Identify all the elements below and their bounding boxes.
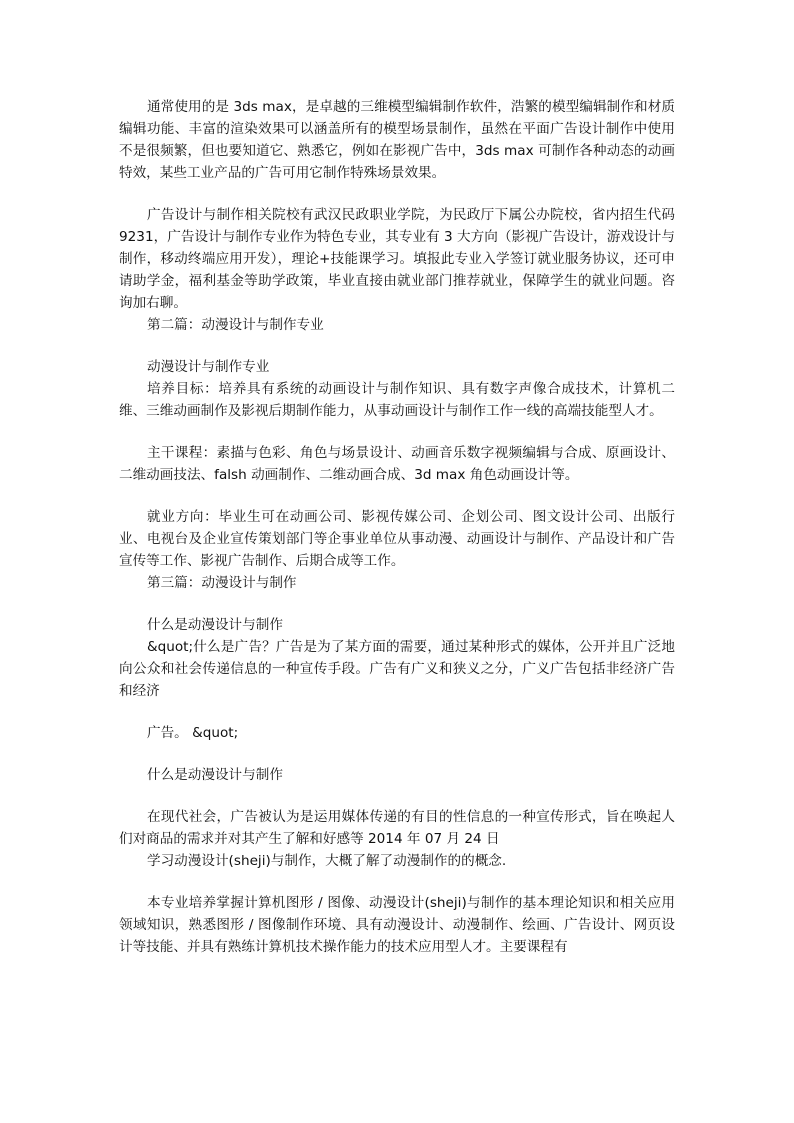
document-body (119, 96, 675, 958)
section-heading-3: 第三篇：动漫设计与制作 (147, 575, 297, 591)
paragraph-advert-definition: &quot;什么是广告？广告是为了某方面的需要，通过某种形式的媒体，公开并且广泛地向公众和社会传递信息的一种宣传手段。广告有广义和狭义之分，广义广告包括非经济广告和经济 (119, 639, 675, 699)
section-title-animation-major: 动漫设计与制作专业 (147, 359, 270, 375)
section-title-what-is-2: 什么是动漫设计与制作 (147, 767, 283, 783)
paragraph-employment: 就业方向：毕业生可在动画公司、影视传媒公司、企划公司、图文设计公司、出版行业、电视台及企业宣传策划部门等企事业单位从事动漫、动画设计与制作、产品设计和广告宣传等工作、影视广告制作、后期合成等工作。 (119, 509, 675, 569)
paragraph-main-courses: 主干课程：素描与色彩、角色与场景设计、动画音乐数字视频编辑与合成、原画设计、二维动画技法、falsh 动画制作、二维动画合成、3d max 角色动画设计等。 (119, 445, 675, 483)
paragraph-major-training: 本专业培养掌握计算机图形 / 图像、动漫设计(sheji)与制作的基本理论知识和相关应用领域知识，熟悉图形 / 图像制作环境、具有动漫设计、动漫制作、绘画、广告设计、网页设计等技能、并具有熟练计算机技术操作能力的技术应用型人才。主要课程有 (119, 895, 675, 955)
paragraph-advert-end: 广告。 &quot; (147, 725, 239, 741)
paragraph-training-goal: 培养目标：培养具有系统的动画设计与制作知识、具有数字声像合成技术，计算机二维、三维动画制作及影视后期制作能力，从事动画设计与制作工作一线的高端技能型人才。 (119, 381, 675, 419)
paragraph-modern-society: 在现代社会，广告被认为是运用媒体传递的有目的性信息的一种宣传形式，旨在唤起人们对商品的需求并对其产生了解和好感等 2014 年 07 月 24 日 (119, 809, 675, 847)
section-title-what-is: 什么是动漫设计与制作 (147, 617, 283, 633)
paragraph-learning: 学习动漫设计(sheji)与制作，大概了解了动漫制作的的概念. (147, 853, 507, 869)
section-heading-2: 第二篇：动漫设计与制作专业 (147, 317, 324, 333)
paragraph-college: 广告设计与制作相关院校有武汉民政职业学院，为民政厅下属公办院校，省内招生代码 9231，广告设计与制作专业作为特色专业，其专业有 3 大方向（影视广告设计，游戏设计与制作，移动终端应用开发），理论+技能课学习。填报此专业入学签订就业服务协议，还可申请助学金，福利基金等助学政策，毕业直接由就业部门推荐就业，保障学生的就业问题。咨询加右聊。 (119, 207, 675, 311)
paragraph-3dsmax: 通常使用的是 3ds max，是卓越的三维模型编辑制作软件，浩繁的模型编辑制作和材质编辑功能、丰富的渲染效果可以涵盖所有的模型场景制作，虽然在平面广告设计制作中使用不是很频繁，但也要知道它、熟悉它，例如在影视广告中，3ds max 可制作各种动态的动画特效，某些工业产品的广告可用它制作特殊场景效果。 (119, 99, 675, 181)
